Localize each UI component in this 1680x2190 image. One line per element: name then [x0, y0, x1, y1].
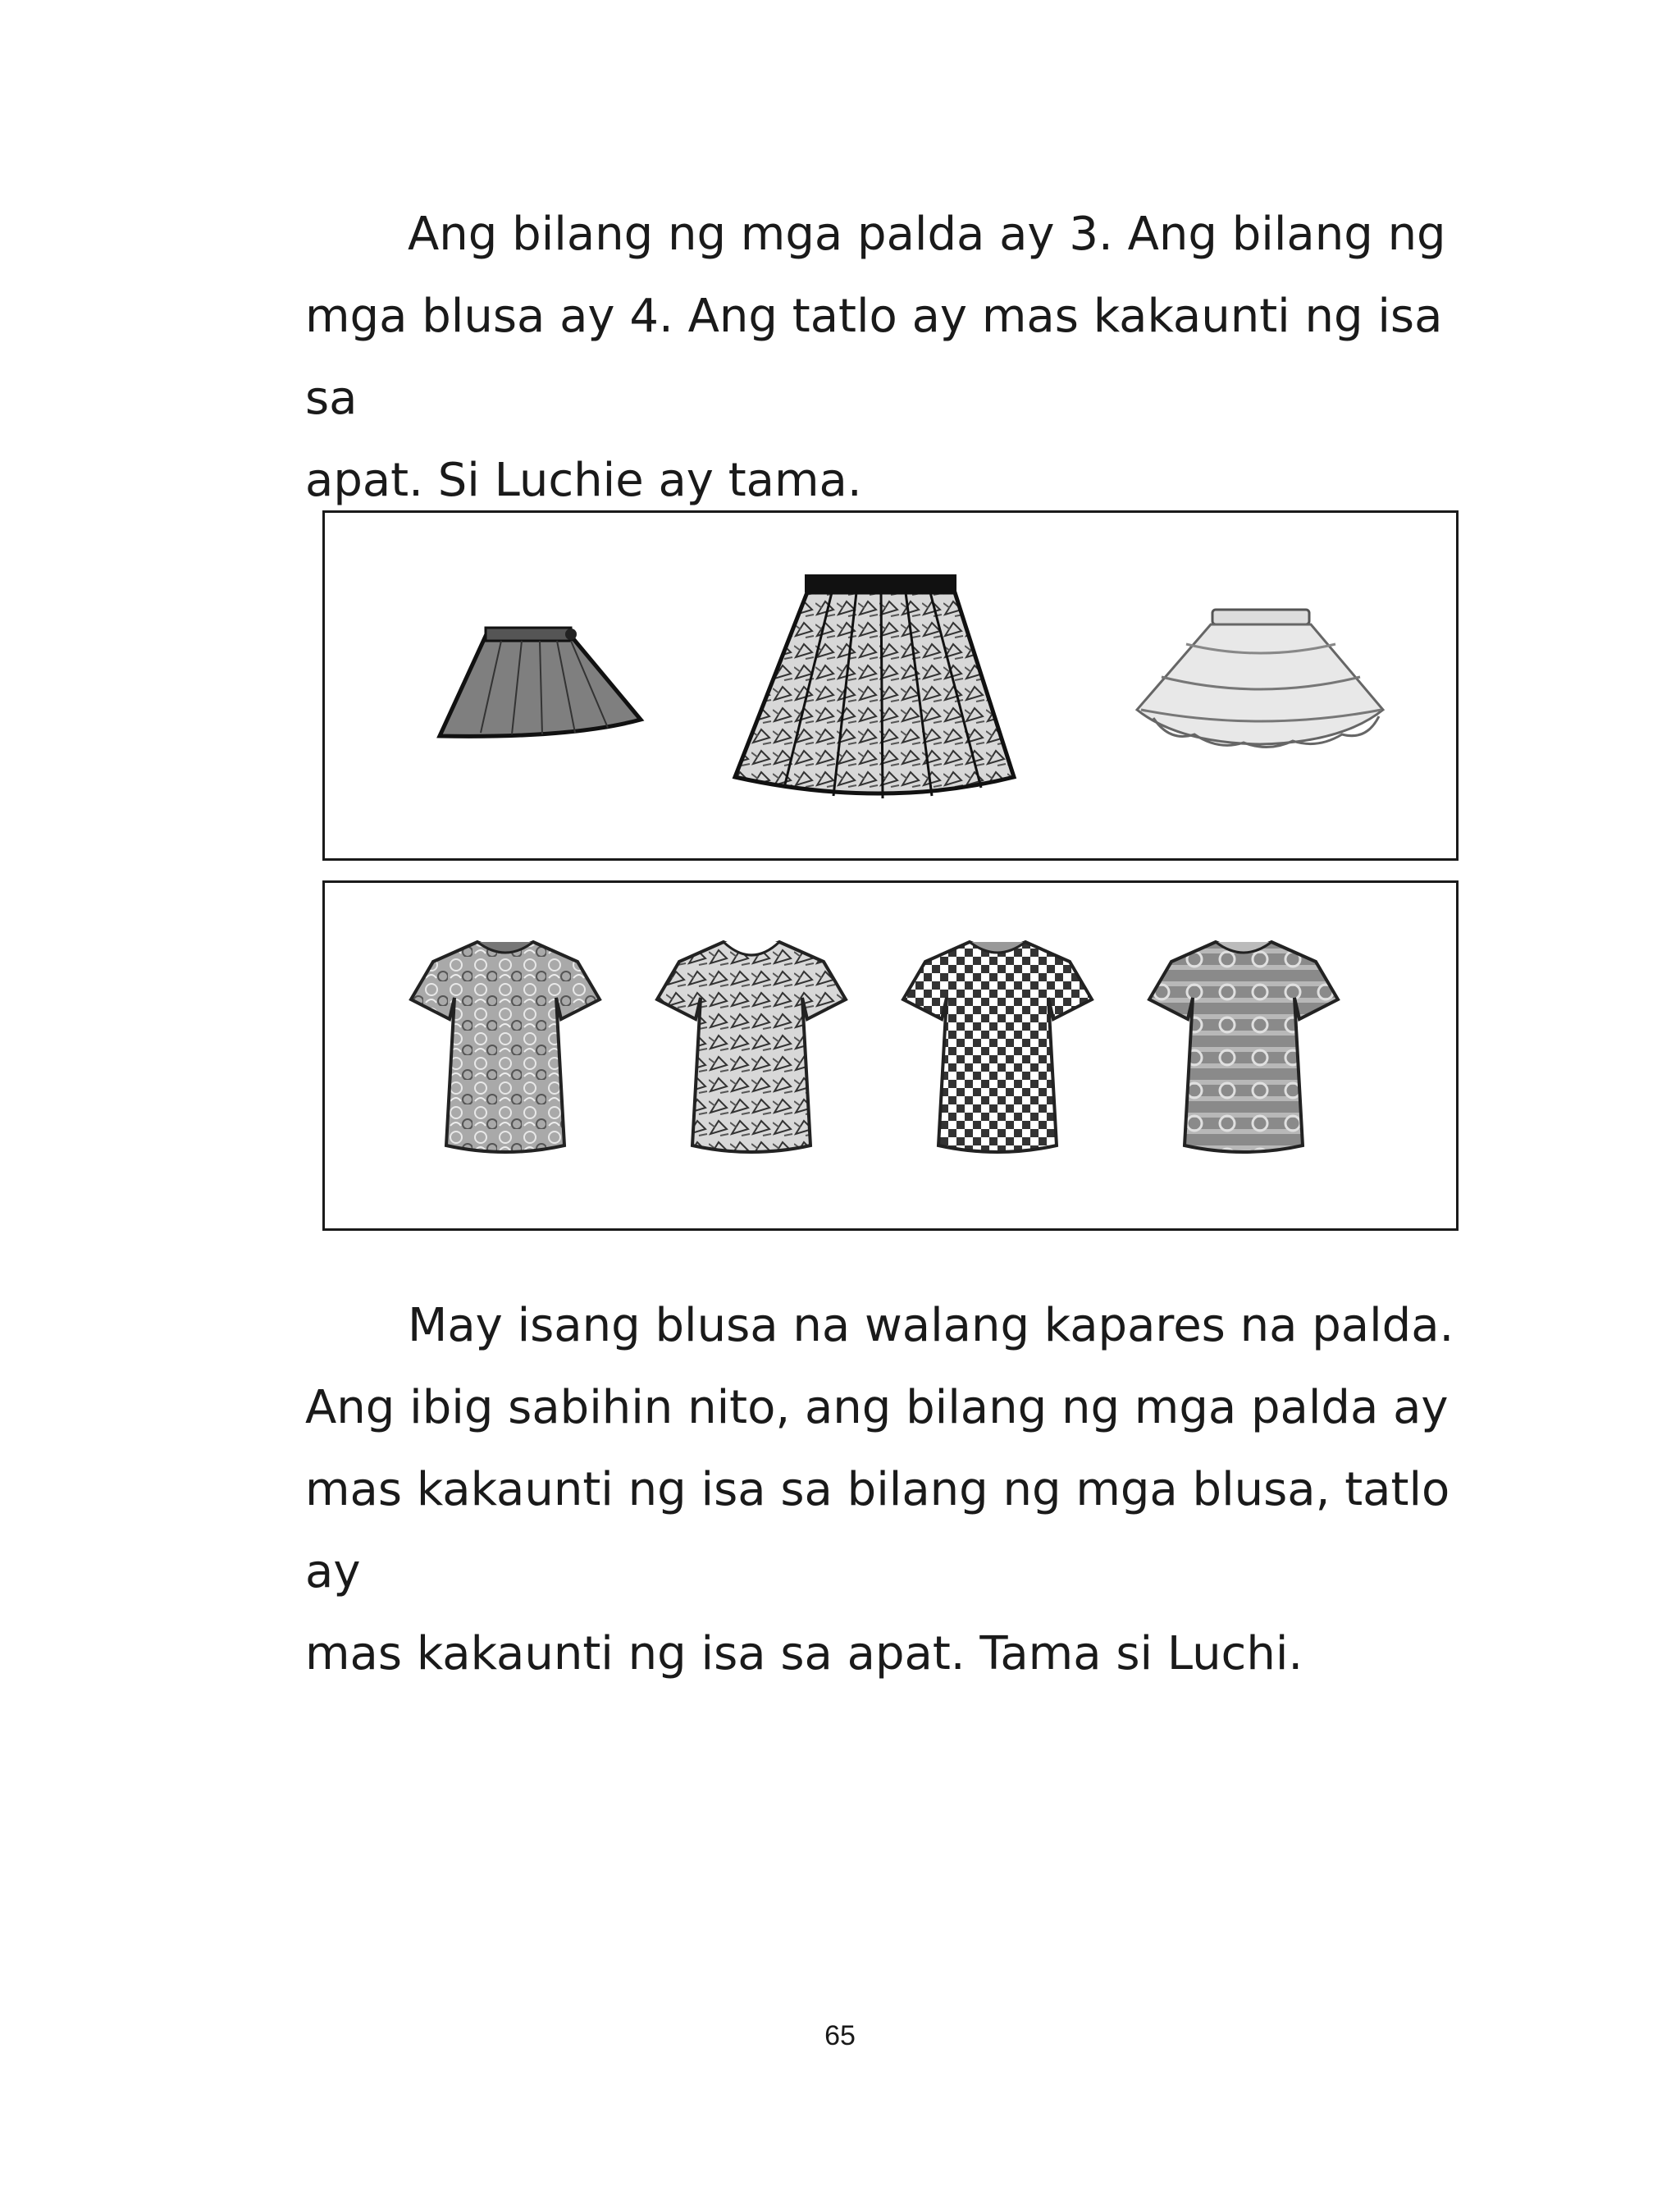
- paragraph-line: Ang ibig sabihin nito, ang bilang ng mga palda ay: [305, 1381, 1449, 1434]
- blouses-panel: [322, 880, 1459, 1231]
- paragraph-skirt-blouse-count: [305, 194, 1470, 522]
- striped-circle-blouse-icon: [1149, 942, 1338, 1152]
- paragraph-line: apat. Si Luchie ay tama.: [305, 454, 862, 507]
- checkered-blouse-icon: [903, 942, 1092, 1152]
- leaf-print-blouse-icon: [657, 942, 846, 1152]
- page-number: 65: [824, 2020, 856, 2051]
- skirts-panel: [322, 510, 1459, 861]
- paragraph-line: Ang bilang ng mga palda ay 3. Ang bilang ng: [408, 208, 1446, 261]
- pleated-skirt-icon: [440, 628, 641, 736]
- paragraph-explanation: [305, 1285, 1470, 1695]
- paragraph-line: mga blusa ay 4. Ang tatlo ay mas kakaunti ng isa sa: [305, 290, 1443, 425]
- paragraph-line: May isang blusa na walang kapares na palda.: [408, 1299, 1454, 1352]
- paragraph-line: mas kakaunti ng isa sa bilang ng mga blusa, tatlo ay: [305, 1463, 1450, 1598]
- patterned-long-skirt-icon: [735, 574, 1014, 798]
- tiered-ruffle-skirt-icon: [1137, 610, 1383, 748]
- floral-blouse-icon: [411, 942, 600, 1152]
- paragraph-line: mas kakaunti ng isa sa apat. Tama si Luchi.: [305, 1627, 1303, 1680]
